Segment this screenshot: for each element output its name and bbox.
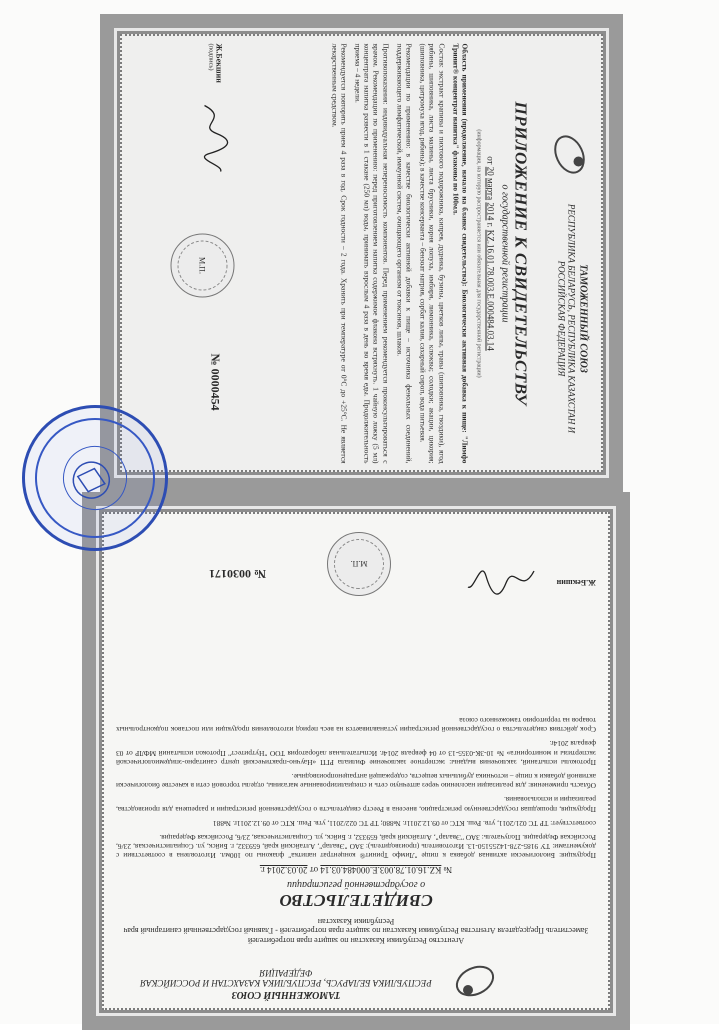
certificate-annex [100, 14, 623, 492]
date-year: 2014 [485, 202, 495, 221]
certificate-reg-line [116, 865, 596, 875]
countries: РЕСПУБЛИКА БЕЛАРУСЬ, РЕСПУБЛИКА КАЗАХСТАН И РОССИЙСКАЯ ФЕДЕРАЦИЯ [556, 203, 576, 434]
annex-scope: Область применения (продолжение, начало на бланке свидетельства): Биологически активная добавка к пище: "Лимфо Тринит® концентрат напитка" флаконы по 100мл. [450, 43, 469, 464]
date-prefix: от [485, 156, 495, 165]
agency-name: Агентство Республики Казахстан по защите прав потребителей [247, 936, 465, 945]
fine-print: (информация, на которую распространяется или обязательная для государственной регистрации) [475, 129, 481, 378]
certificate-signature [557, 578, 596, 586]
compliance: соответствует: ТР ТС 021/2011, утв. Реш. КТС от 09.12.2011г. №880; ТР ТС 022/2011, утв. Реш. КТС от 09.12.2011г. №881 [212, 818, 596, 828]
annex-signature [206, 44, 222, 83]
annex-purpose: Рекомендации по применению: в качестве биологически активной добавки к пище – источника фенольных соединений, поддерживающего лимфатической, иммунной систем, очищающего организм от токсинов, шлаков. [394, 43, 413, 464]
annex-content [129, 44, 594, 464]
date-day: 20 [485, 166, 495, 176]
registration-note: Продукция, прошедшая государственную регистрацию, внесена в Реестр свидетельств о государственной регистрации и разрешена для производства, реализации и использования. [116, 795, 596, 814]
certificate-serial-number: № 0030171 [208, 567, 266, 581]
annex-storage: Рекомендуется повторять прием 4 раза в год. Срок годности – 2 года. Хранить при температуре от 0°С до +25°С. Не является лекарственным средством. [329, 43, 348, 464]
annex-title: ПРИЛОЖЕНИЕ К СВИДЕТЕЛЬСТВУ [511, 101, 530, 406]
countries: РЕСПУБЛИКА БЕЛАРУСЬ, РЕСПУБЛИКА КАЗАХСТАН И РОССИЙСКАЯ ФЕДЕРАЦИЯ [140, 968, 432, 988]
test-protocols: Протоколы испытаний, заключения выданы: экспертное заключение Филиала РГП «Научно-практический центр санитарно-эпидемиологической экспертизы и мониторинга» № 10-3К-0355-13 от 04 февраля 2014г. Испытательная лаборатория ТОО "Нутритест" Протокол испытаний МФЛР от 03 февраля 2014г. [116, 739, 596, 767]
certificate-content [116, 516, 596, 1006]
reg-prefix: г. [485, 222, 495, 228]
annex-composition: Состав: экстракт крапивы и пихтового подорожника, кипрея, дудника, бузины, цветков липы, травы (шиповника, гвоздики), ягод рябины, шиповника, листа малины, листа брусники, корня лопуха, имбиря, лимонника, клюквы; солодки; акации, цикория; (шиповника, цитромуха ягод, рябины); в качестве консерванта – бензоат натрия, сорбат калия, сахарный сироп, вода питьевая. [418, 43, 446, 464]
annex-subtitle: о государственной регистрации [499, 184, 510, 323]
mp-seal: М.П. [170, 234, 234, 298]
union-title: ТАМОЖЕННЫЙ СОЮЗ [231, 989, 341, 1000]
annex-usage: Противопоказания: индивидуальная непереносимость компонентов. Перед применением рекомендуется проконсультироваться с врачом. Рекомендации по применению: перед приготовлением напитка содержимое флакона встряхнуть. 1 чайную ложку (5 мл) концентрата напитка развести в 1 стакане (250 мл) воды, принимать взрослым 4 раза в день во время еды. Продолжительность приема – 4 недели. [352, 43, 390, 464]
certificate-header [116, 950, 596, 1006]
product-description: Продукция: Биологически активная добавка к пище "Лимфо Тринит® концентрат напитка" флаконы по 100мл. Изготовлена в соответствии с документами: ТУ 9185-278-14255150-13. Изготовитель (производитель): ЗАО "Эвалар", Алтайский край, 659332, г. Бийск, ул. Социалистическая, 23/6, Российская Федерация. Получатель: ЗАО "Эвалар", Алтайский край, 659332, г. Бийск, ул. Социалистическая, 23/6, Российская Федерация. [116, 832, 596, 861]
reg-date: 20.03.2014 г. [259, 865, 308, 876]
mp-seal: М.П. [327, 532, 391, 596]
reg-number: KZ.16.01.78.003.Е.000484.03.14 [485, 229, 495, 351]
customs-union-logo-icon [548, 134, 590, 176]
validity-note: Срок действия свидетельства о государственной регистрации устанавливается на весь период изготовления продукции или поставок подконтрольных товаров на территорию таможенного союза [116, 715, 596, 735]
signature-scribble-icon [466, 561, 536, 601]
reg-prefix: № [443, 865, 453, 876]
signer-name: Ж.Бекшин [556, 578, 596, 587]
signature-caption: (подпись) [207, 43, 214, 71]
certificate-title: СВИДЕТЕЛЬСТВО [279, 891, 433, 911]
annex-serial-number: № 0000454 [208, 353, 222, 411]
annex-reg-line [485, 44, 495, 464]
customs-union-logo-icon [454, 960, 496, 1002]
union-title: ТАМОЖЕННЫЙ СОЮЗ [577, 264, 588, 373]
date-month: марта [485, 178, 495, 201]
annex-header [536, 44, 594, 464]
signer-name: Ж.Бекшин [214, 43, 223, 83]
application-area: Область применения: для реализации населению через аптечную сеть и специализированные магазины, отделы торговой сети в качестве биологически активной добавки к пище – источника дубильных веществ, содержащей антраценопроизводные. [116, 771, 596, 791]
signature-scribble-icon [194, 104, 234, 174]
reg-number: KZ.16.01.78.003.Е.000484.03.14 [320, 865, 442, 876]
certificate-main [82, 492, 630, 1030]
date-prefix: от [309, 865, 319, 876]
official-title: Заместитель Председателя Агентства Республики Казахстан по защите прав потребителей - Главный государственный санитарный врач Республики Казахстан [123, 916, 589, 935]
certificate-subtitle: о государственной регистрации [286, 879, 426, 891]
